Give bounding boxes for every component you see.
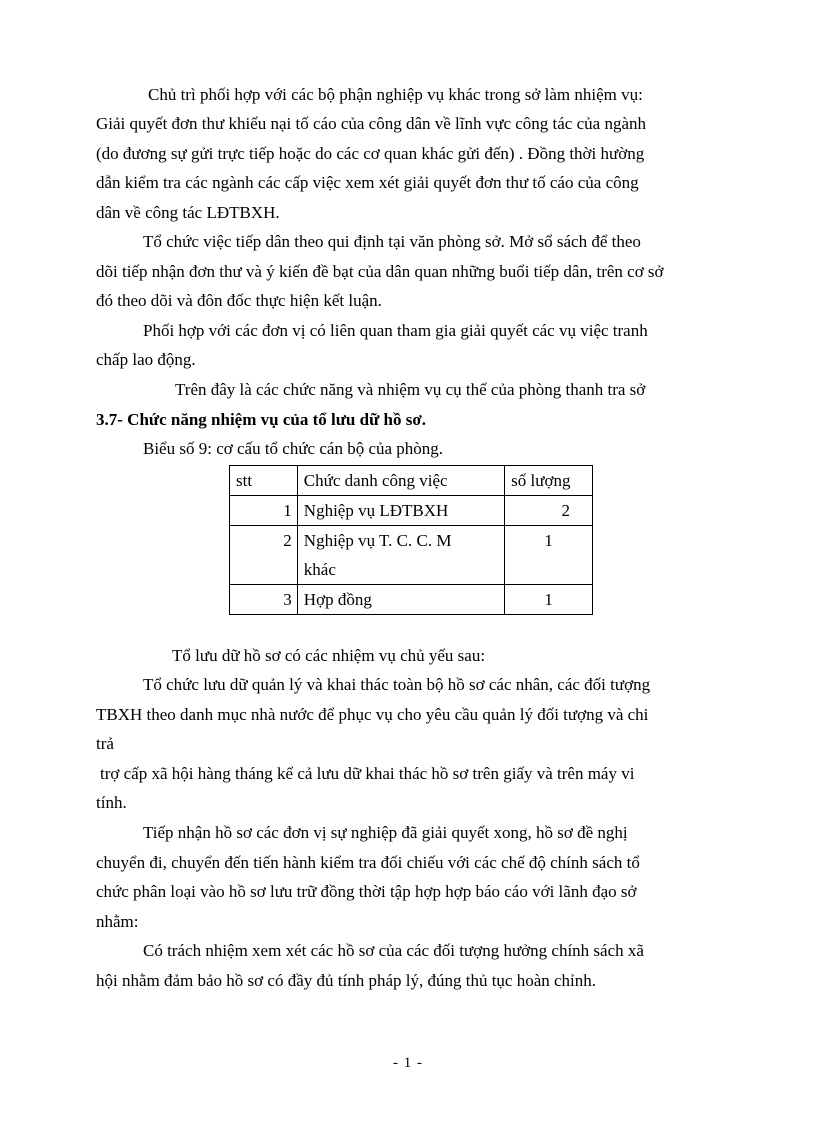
- table-cell-stt: 2: [230, 526, 298, 585]
- table-cell-title: Nghiệp vụ LĐTBXH: [297, 496, 504, 526]
- table-header-row: [230, 466, 593, 496]
- paragraph-6-line-1: Tổ chức lưu dữ quản lý và khai thác toàn bộ hồ sơ các nhân, các đối tượng: [143, 675, 651, 694]
- table-header-stt: stt: [230, 466, 298, 496]
- table-header-qty: số lượng: [505, 466, 593, 496]
- table-cell-stt: 3: [230, 585, 298, 615]
- paragraph-4: Trên đây là các chức năng và nhiệm vụ cụ thể của phòng thanh tra sở: [175, 380, 646, 399]
- table-cell-title-line-2: khác: [303, 560, 336, 579]
- paragraph-7-line-4: nhằm:: [96, 912, 139, 931]
- paragraph-6-line-3: trả: [96, 734, 114, 753]
- paragraph-3-line-2: chấp lao động.: [96, 350, 196, 369]
- paragraph-1-line-5: dân về công tác LĐTBXH.: [96, 203, 280, 222]
- table-cell-title: Hợp đồng: [297, 585, 504, 615]
- paragraph-2-line-2: dõi tiếp nhận đơn thư và ý kiến đề bạt của dân quan những buổi tiếp dân, trên cơ sở: [96, 262, 664, 281]
- section-heading: 3.7- Chức năng nhiệm vụ của tổ lưu dữ hồ sơ.: [96, 410, 427, 429]
- table-cell-title-line-1: Nghiệp vụ T. C. C. M: [303, 531, 452, 550]
- paragraph-1-line-2: Giải quyết đơn thư khiếu nại tố cáo của công dân về lĩnh vực công tác của ngành: [96, 114, 646, 133]
- table-caption: Biểu số 9: cơ cấu tổ chức cán bộ của phòng.: [143, 439, 444, 458]
- page-number: - 1 -: [393, 1055, 423, 1071]
- table-cell-qty: 1: [505, 585, 593, 615]
- paragraph-3-line-1: Phối hợp với các đơn vị có liên quan tham gia giải quyết các vụ việc tranh: [143, 321, 648, 340]
- paragraph-8-line-1: Có trách nhiệm xem xét các hồ sơ của các đối tượng hưởng chính sách xã: [143, 941, 644, 960]
- paragraph-1-line-1: Chủ trì phối hợp với các bộ phận nghiệp vụ khác trong sở làm nhiệm vụ:: [148, 85, 643, 104]
- table-header-title: Chức danh công việc: [297, 466, 504, 496]
- staff-table: [229, 465, 593, 615]
- paragraph-8-line-2: hội nhằm đảm bảo hồ sơ có đầy đủ tính pháp lý, đúng thủ tục hoàn chỉnh.: [96, 971, 597, 990]
- paragraph-2-line-1: Tổ chức việc tiếp dân theo qui định tại văn phòng sở. Mở sổ sách để theo: [143, 232, 641, 251]
- paragraph-6-line-5: tính.: [96, 793, 127, 812]
- table-row: [230, 585, 593, 615]
- paragraph-2-line-3: đó theo dõi và đôn đốc thực hiện kết luận.: [96, 291, 382, 310]
- table-cell-stt: 1: [230, 496, 298, 526]
- paragraph-5: Tổ lưu dữ hồ sơ có các nhiệm vụ chủ yếu sau:: [172, 646, 486, 665]
- paragraph-7-line-2: chuyển đi, chuyển đến tiến hành kiểm tra đối chiếu với các chế độ chính sách tổ: [96, 853, 640, 872]
- table-cell-qty: 1: [505, 526, 593, 585]
- paragraph-1-line-4: dẫn kiểm tra các ngành các cấp việc xem xét giải quyết đơn thư tố cáo của công: [96, 173, 639, 192]
- paragraph-7-line-3: chức phân loại vào hồ sơ lưu trữ đồng thời tập hợp hợp báo cáo với lãnh đạo sở: [96, 882, 637, 901]
- paragraph-1-line-3: (do đương sự gửi trực tiếp hoặc do các cơ quan khác gửi đến) . Đồng thời hường: [96, 144, 645, 163]
- table-row: [230, 526, 593, 585]
- paragraph-6-line-4: trợ cấp xã hội hàng tháng kể cả lưu dữ khai thác hồ sơ trên giấy và trên máy vi: [100, 764, 635, 783]
- table-cell-title: [297, 526, 504, 585]
- table-row: [230, 496, 593, 526]
- paragraph-6-line-2: TBXH theo danh mục nhà nước để phục vụ cho yêu cầu quản lý đối tượng và chi: [96, 705, 649, 724]
- table-cell-qty: 2: [505, 496, 593, 526]
- paragraph-7-line-1: Tiếp nhận hồ sơ các đơn vị sự nghiệp đã giải quyết xong, hồ sơ đề nghị: [143, 823, 628, 842]
